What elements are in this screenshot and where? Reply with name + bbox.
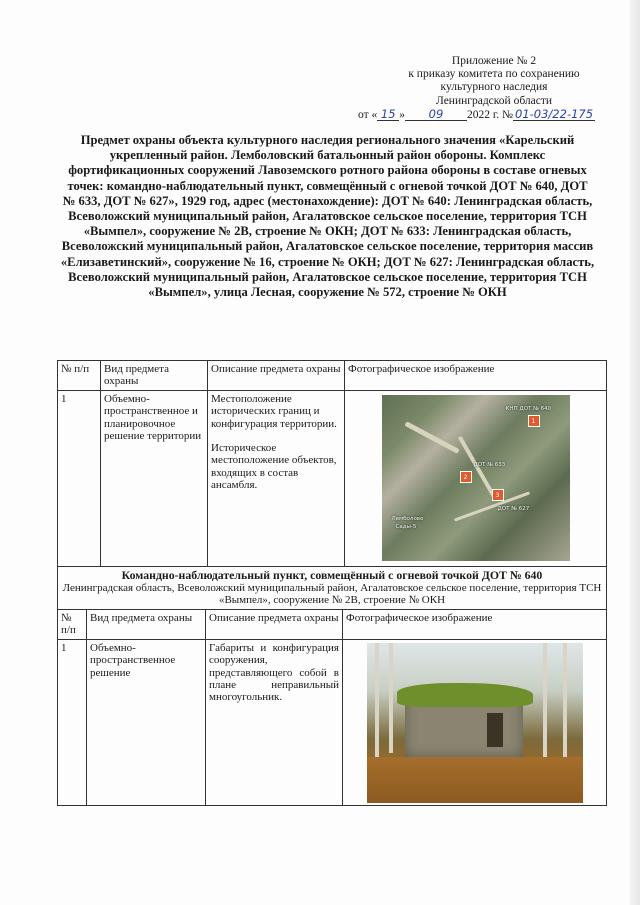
section-title: Командно-наблюдательный пункт, совмещённый с огневой точкой ДОТ № 640	[121, 568, 543, 582]
tree-trunk	[543, 643, 547, 763]
row-description: Габариты и конфигурация сооружения, представляющего собой в плане неправильный многоугольник.	[206, 639, 343, 805]
appendix-block	[358, 55, 614, 121]
fallen-leaves	[367, 757, 583, 803]
document-title: Предмет охраны объекта культурного наследия регионального значения «Карельский укрепленный район. Лемболовский батальонный район обороны. Комплекс фортификационных сооружений Лавоземского ротного района обороны в составе огневых точек: командно-наблюдательный пункт, совмещённый с огневой точкой ДОТ № 640, ДОТ № 633, ДОТ № 627», 1929 год, адрес (местонахождение): ДОТ № 640: Ленинградская область, Всеволожский муниципальный район, Агалатовское сельское поселение, территория ТСН «Вымпел», сооружение № 2В, строение № ОКН; ДОТ № 633: Ленинградская область, Всеволожский муниципальный район, Агалатовское сельское поселение, территория массив «Елизаветинский», сооружение № 16, строение № ОКН; ДОТ № 627: Ленинградская область, Всеволожский муниципальный район, Агалатовское сельское поселение, территория ТСН «Вымпел», улица Лесная, сооружение № 572, строение № ОКН	[60, 133, 595, 300]
section-address: Ленинградская область, Всеволожский муниципальный район, Агалатовское сельское поселение, территория ТСН «Вымпел», сооружение № 2В, строение № ОКН	[62, 581, 602, 607]
date-mid: »	[399, 109, 405, 121]
map-label: КНП ДОТ № 640	[505, 405, 552, 412]
appendix-line: Приложение № 2	[451, 55, 537, 67]
row-description	[208, 390, 345, 566]
map-label: Лемболово	[391, 515, 424, 522]
scan-edge	[630, 0, 640, 905]
header-cell: Описание предмета охраны	[206, 610, 343, 640]
row-type: Объемно-пространственное и планировочное решение территории	[101, 390, 208, 566]
tree-trunk	[389, 643, 393, 753]
protection-table-2	[57, 609, 607, 806]
header-cell: Фотографическое изображение	[345, 361, 607, 391]
section-banner	[57, 565, 607, 609]
header-cell: Вид предмета охраны	[101, 361, 208, 391]
doc-number: 01-03/22-175	[515, 107, 594, 121]
row-number: 1	[58, 390, 101, 566]
map-marker: 3	[492, 489, 504, 501]
map-label: ДОТ № 633	[473, 461, 506, 468]
date-year: 2022 г. №	[467, 109, 514, 121]
date-line	[358, 108, 638, 122]
table-row	[58, 639, 607, 805]
bunker-photo	[367, 643, 583, 803]
appendix-line: культурного наследия	[440, 81, 548, 94]
date-day: 15	[377, 108, 399, 121]
photo-cell	[343, 639, 607, 805]
table-row	[58, 390, 607, 566]
map-label: Сады-5	[395, 523, 417, 530]
header-cell: Вид предмета охраны	[87, 610, 206, 640]
row-type: Объемно-пространственное решение	[87, 639, 206, 805]
table-header-row	[58, 610, 607, 640]
map-label: ДОТ № 627	[497, 505, 530, 512]
tree-trunk	[563, 643, 567, 773]
appendix-line: к приказу комитета по сохранению	[408, 68, 580, 81]
map-marker: 2	[460, 471, 472, 483]
description-paragraph: Историческое местоположение объектов, входящих в состав ансамбля.	[211, 442, 337, 492]
photo-cell	[345, 390, 607, 566]
appendix-line: Ленинградской области	[435, 94, 553, 107]
tree-trunk	[375, 643, 379, 763]
map-marker: 1	[528, 415, 540, 427]
description-paragraph: Местоположение исторических границ и конфигурация территории.	[211, 392, 337, 430]
date-month: 09	[405, 108, 467, 121]
bunker-opening	[487, 713, 503, 747]
table-header-row	[58, 361, 607, 391]
header-cell: № п/п	[58, 361, 101, 391]
protection-table-1	[57, 360, 607, 567]
header-cell: Описание предмета охраны	[208, 361, 345, 391]
moss-cover	[397, 683, 533, 707]
road-shape	[404, 421, 459, 454]
row-number: 1	[58, 639, 87, 805]
satellite-map-image	[382, 395, 570, 561]
date-prefix: от «	[358, 109, 378, 121]
header-cell: № п/п	[58, 610, 87, 640]
header-cell: Фотографическое изображение	[343, 610, 607, 640]
